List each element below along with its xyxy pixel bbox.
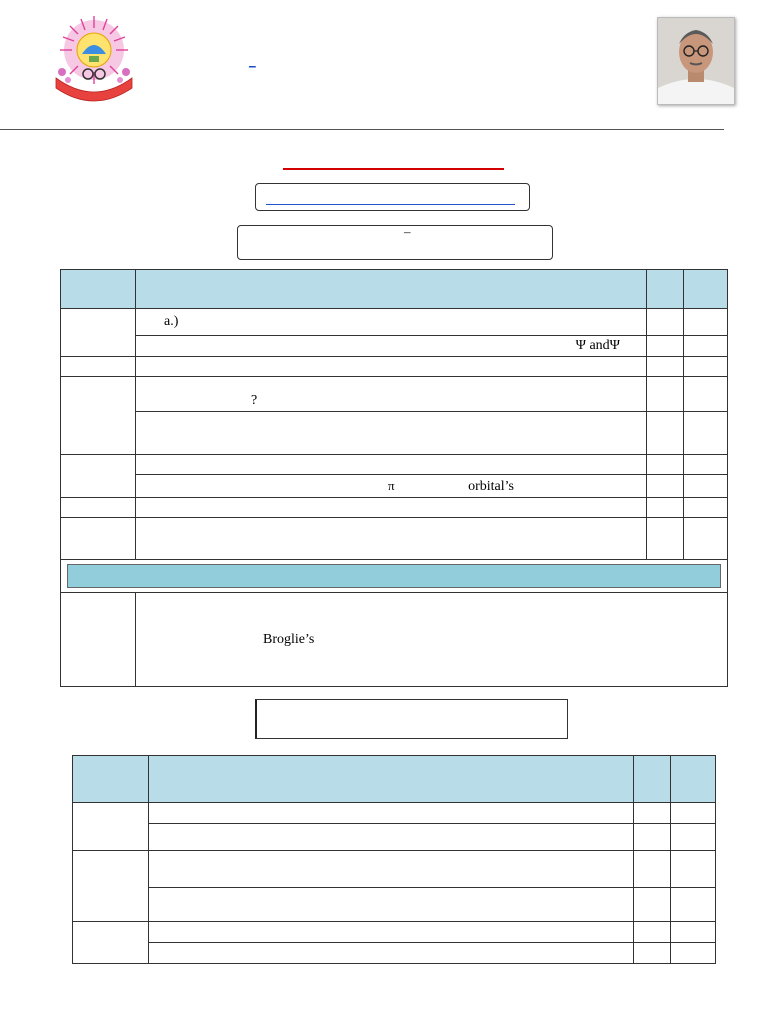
section-bar-cell [61,560,728,593]
table-row [61,412,728,455]
header-cell [61,270,136,309]
header-cell [149,756,634,803]
marks-cell [647,357,684,377]
table-row [61,498,728,518]
marks-cell [647,475,684,498]
marks-cell [647,455,684,475]
marks-cell [647,309,684,336]
table-row [73,803,716,824]
co-cell [684,498,728,518]
marks-cell [647,412,684,455]
header-cell [684,270,728,309]
header-link[interactable]: _ [249,54,256,68]
question-cell [149,824,634,851]
question-cell [136,377,647,412]
qno-cell [61,309,136,357]
marks-cell [634,943,671,964]
qno-cell [61,377,136,455]
subtitle-box [255,183,530,211]
co-cell [684,412,728,455]
subtitle-underline-blue [266,204,515,205]
co-cell [684,377,728,412]
table-row [61,336,728,357]
qno-cell [61,498,136,518]
question-cell [149,922,634,943]
marks-cell [647,377,684,412]
topic-box [237,225,553,260]
section-divider-row [61,560,728,593]
table-row [73,943,716,964]
questions-table-2 [72,755,716,964]
subpart-label: a.) [164,314,179,329]
title-underline-red [283,168,504,170]
marks-cell [634,824,671,851]
co-cell [684,518,728,560]
header-divider [0,129,724,130]
question-cell [136,475,647,498]
co-cell [684,309,728,336]
table-row [73,851,716,888]
question-cell [136,336,647,357]
marks-cell [634,922,671,943]
marks-cell [647,518,684,560]
marks-cell [647,336,684,357]
table-row [61,593,728,687]
topic-dash: – [404,224,411,239]
question-cell [149,888,634,922]
institution-sun-emblem-icon [48,14,140,106]
qno-cell [61,455,136,498]
table-row [73,824,716,851]
marks-cell [634,851,671,888]
question-cell [136,412,647,455]
co-cell [671,803,716,824]
questions-table-1 [60,269,728,687]
long-question-cell [136,593,728,687]
pi-symbol: π [388,477,395,493]
qno-cell [61,518,136,560]
logo-motto: ज्ञान का उपासक [73,81,115,89]
question-cell [136,498,647,518]
question-cell [149,943,634,964]
co-cell [671,922,716,943]
qno-cell [73,922,149,964]
table-row [61,357,728,377]
table-row [73,888,716,922]
question-cell [136,455,647,475]
header-cell [136,270,647,309]
co-cell [671,943,716,964]
qno-cell [61,357,136,377]
marks-cell [647,498,684,518]
marks-cell [634,888,671,922]
qno-cell [73,851,149,922]
orbital-text: orbital’s [468,478,514,494]
question-cell [136,309,647,336]
co-cell [671,851,716,888]
question-mark-text: ? [251,393,258,408]
header-cell [73,756,149,803]
header-cell [647,270,684,309]
question-cell [136,518,647,560]
co-cell [684,357,728,377]
broglie-text: Broglie’s [263,631,315,647]
psi-text: Ψ andΨ [575,338,620,353]
co-cell [671,888,716,922]
table-row [73,922,716,943]
table-row [61,518,728,560]
co-cell [671,824,716,851]
question-cell [149,851,634,888]
author-portrait-icon [658,18,734,104]
header-cell [634,756,671,803]
table-header-row [73,756,716,803]
qno-cell [61,593,136,687]
co-cell [684,455,728,475]
table-row [61,455,728,475]
co-cell [684,336,728,357]
institution-logo [48,14,140,106]
qno-cell [73,803,149,851]
table-header-row [61,270,728,309]
table-row [61,377,728,412]
author-photo [657,17,735,105]
section-bar [67,564,721,588]
header-cell [671,756,716,803]
co-cell [684,475,728,498]
question-cell [136,357,647,377]
section-title-box [255,699,568,739]
question-cell [149,803,634,824]
table-row [61,309,728,336]
table-row [61,475,728,498]
marks-cell [634,803,671,824]
